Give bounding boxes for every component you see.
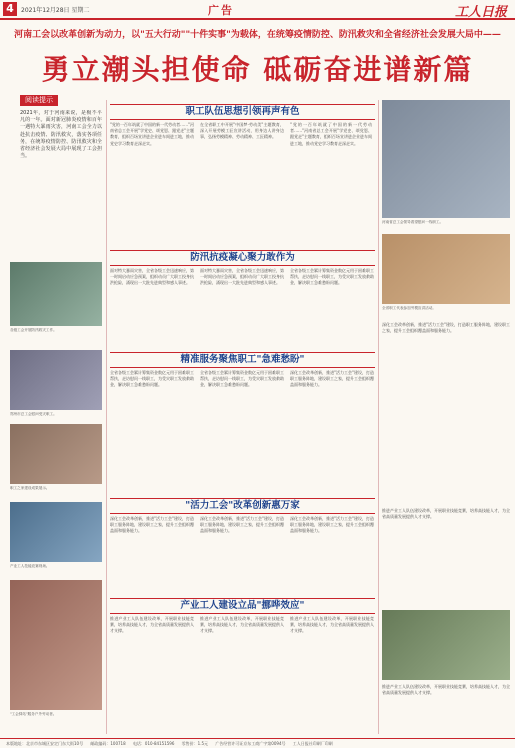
photo-flood-rescue <box>10 262 102 326</box>
photo-group-honor <box>382 100 510 218</box>
body-column: 深化工会改革创新，推进"活力工会"建设，打造职工服务阵地，建设职工之家，提升工会组织覆盖面和服务能力。 <box>290 370 374 388</box>
photo-workers-home <box>10 424 102 484</box>
body-column: 推进产业工人队伍建设改革，开展职业技能竞赛，培养高技能人才，为全省高质量发展提供人才支撑。 <box>200 616 284 634</box>
body-column: 推进产业工人队伍建设改革，开展职业技能竞赛，培养高技能人才，为全省高质量发展提供人才支撑。 <box>382 684 510 696</box>
footer-address: 本版地址：北京市东城区安定门东大街10号 <box>6 741 84 746</box>
photo-caption: 郑州市总工会慰问受灾职工。 <box>10 412 57 416</box>
page-header <box>0 0 515 20</box>
body-column: 全省各级工会累计筹集资金数亿元用于困难职工帮扶，走访慰问一线职工，为受灾职工发放救助金，解决职工急难愁盼问题。 <box>290 268 374 286</box>
photo-caption: 河南省总工会领导看望慰问一线职工。 <box>382 220 444 224</box>
footer-tel: 电话：010-84151596 <box>132 741 175 746</box>
photo-caption: "工会驿站"服务户外劳动者。 <box>10 712 57 716</box>
body-column: 全省各级工会累计筹集资金数亿元用于困难职工帮扶，走访慰问一线职工，为受灾职工发放救助金，解决职工急难愁盼问题。 <box>200 370 284 388</box>
section-name: 广告 <box>208 4 234 17</box>
section-title: "活力工会"改革创新惠万家 <box>110 498 375 514</box>
footer-license: 广告经营许可证京东工商广字第0094号 <box>215 741 286 746</box>
body-column: 深化工会改革创新，推进"活力工会"建设，打造职工服务阵地，建设职工之家，提升工会组织覆盖面和服务能力。 <box>382 322 510 334</box>
kicker-line: 河南工会以改革创新为动力，以"五大行动""十件实事"为载体，在统筹疫情防控、防汛救灾和全省经济社会发展大局中—— <box>14 30 501 40</box>
main-headline: 勇立潮头担使命 砥砺奋进谱新篇 <box>41 53 474 86</box>
page-footer <box>0 738 515 748</box>
photo-skill-contest <box>10 502 102 562</box>
section-title: 精准服务聚焦职工"急难愁盼" <box>110 352 375 368</box>
body-column: 面对特大暴雨灾害，全省各级工会迅速响应，第一时间启动应急预案，组织动员广大职工投身抗洪抢险，涌现出一大批先进典型和感人事迹。 <box>200 268 284 286</box>
body-column: 推进产业工人队伍建设改革，开展职业技能竞赛，培养高技能人才，为全省高质量发展提供人才支撑。 <box>382 508 510 520</box>
issue-date: 2021年12月28日 星期二 <box>21 7 90 14</box>
body-column: 面对特大暴雨灾害，全省各级工会迅速响应，第一时间启动应急预案，组织动员广大职工投身抗洪抢险，涌现出一大批先进典型和感人事迹。 <box>110 268 194 286</box>
photo-award-ceremony <box>382 234 510 304</box>
column-divider <box>378 100 379 734</box>
page-number: 4 <box>3 2 17 16</box>
body-column: 深化工会改革创新，推进"活力工会"建设，打造职工服务阵地，建设职工之家，提升工会组织覆盖面和服务能力。 <box>110 516 194 534</box>
section-title: 防汛抗疫凝心聚力敢作为 <box>110 250 375 266</box>
newspaper-logo: 工人日报 <box>454 5 507 20</box>
body-column: 全省各级工会累计筹集资金数亿元用于困难职工帮扶，走访慰问一线职工，为受灾职工发放救助金，解决职工急难愁盼问题。 <box>110 370 194 388</box>
photo-worker-station <box>10 580 102 710</box>
intro-text: 2021年，对于河南来说，是极不平凡的一年。面对新冠肺炎疫情和百年一遇特大暴雨灾害，河南工会全力以赴抗击疫情、防汛救灾，落实各项任务，在统筹疫情防控、防汛救灾和全省经济社会发展大局中展现了工会担当。 <box>20 110 102 160</box>
section-title: 产业工人建设立品"挪哗效应" <box>110 598 375 614</box>
photo-caption: 产业工人技能竞赛现场。 <box>10 564 50 568</box>
photo-caption: 全省职工代表参加劳模宣讲活动。 <box>382 306 436 310</box>
body-column: 在全省职工中开展"中国梦·劳动美"主题教育，深入开展劳模工匠宣讲活动，用身边人讲身边事，弘扬劳模精神、劳动精神、工匠精神。 <box>200 122 284 140</box>
photo-industrial-workers <box>382 610 510 680</box>
body-column: 推进产业工人队伍建设改革，开展职业技能竞赛，培养高技能人才，为全省高质量发展提供人才支撑。 <box>110 616 194 634</box>
photo-caption: 职工之家建设成果展示。 <box>10 486 50 490</box>
footer-price: 零售价：1.5元 <box>181 741 209 746</box>
body-column: 推进产业工人队伍建设改革，开展职业技能竞赛，培养高技能人才，为全省高质量发展提供人才支撑。 <box>290 616 374 634</box>
photo-caption: 各级工会开展防汛救灾工作。 <box>10 328 57 332</box>
photo-relief-visit <box>10 350 102 410</box>
body-column: 深化工会改革创新，推进"活力工会"建设，打造职工服务阵地，建设职工之家，提升工会组织覆盖面和服务能力。 <box>290 516 374 534</box>
column-divider <box>106 100 107 734</box>
intro-label: 阅读提示 <box>20 95 58 106</box>
footer-postcode: 邮政编码：100718 <box>90 741 126 746</box>
body-column: "党的一百年筑就了中国的新一代劳动者……"河南省总工会开展"学党史、颂党恩、跟党走"主题教育，组织百场宣讲进企业进车间进工地，推动党史学习教育走深走实。 <box>290 122 372 146</box>
body-column: 深化工会改革创新，推进"活力工会"建设，打造职工服务阵地，建设职工之家，提升工会组织覆盖面和服务能力。 <box>200 516 284 534</box>
footer-printing: 工人日报社印刷厂印刷 <box>292 741 333 746</box>
body-column: "党的一百年筑就了中国的新一代劳动者……"河南省总工会开展"学党史、颂党恩、跟党走"主题教育，组织百场宣讲进企业进车间进工地，推动党史学习教育走深走实。 <box>110 122 194 146</box>
section-title: 职工队伍思想引领再声有色 <box>110 104 375 120</box>
